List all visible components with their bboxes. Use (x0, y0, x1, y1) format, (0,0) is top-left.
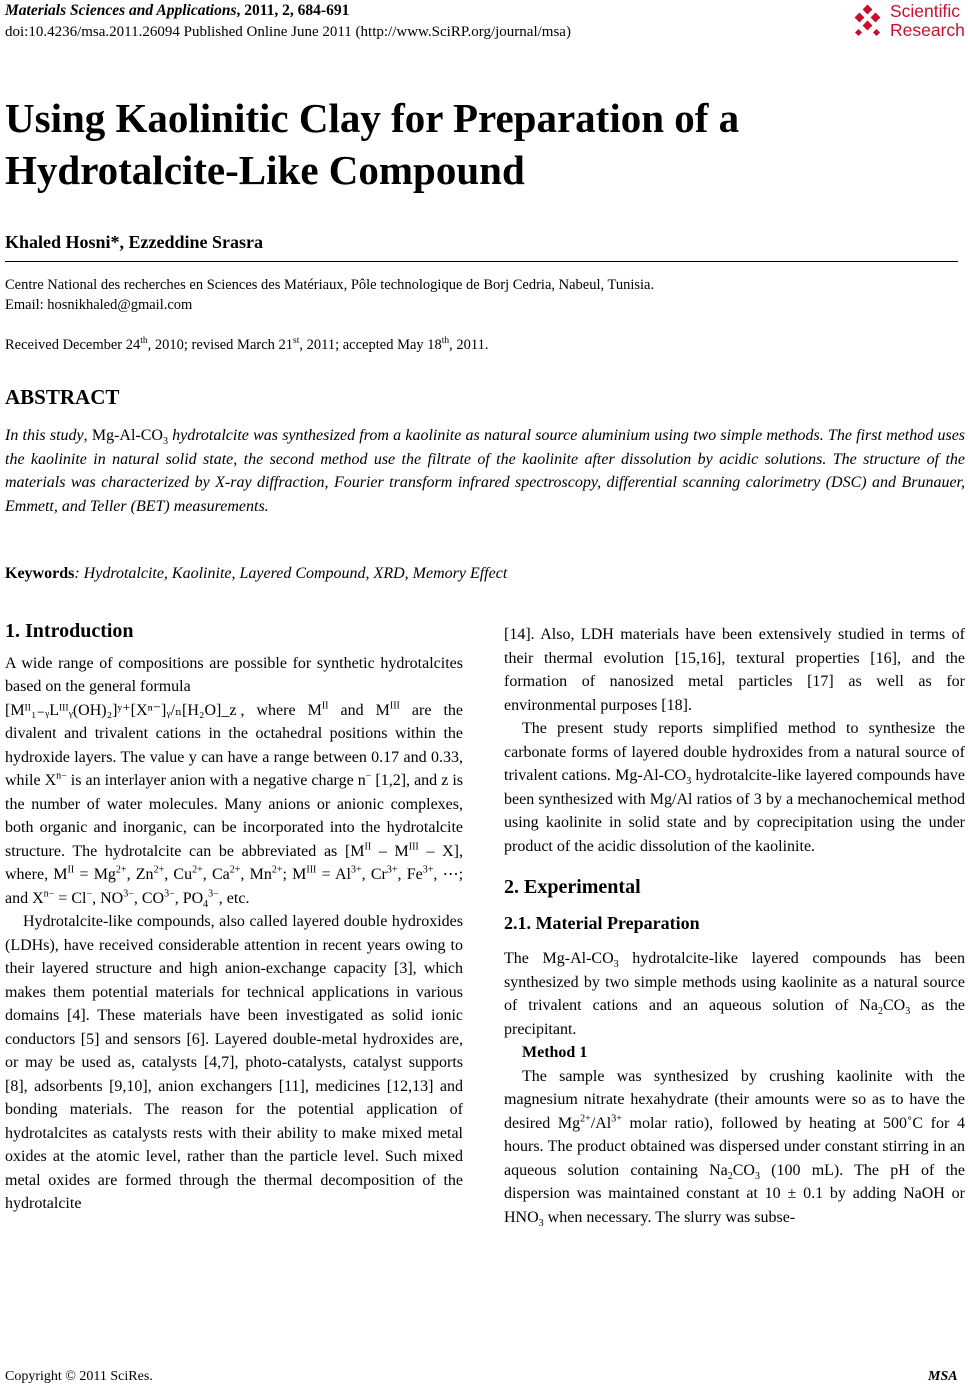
logo-line-2: Research (890, 20, 965, 40)
general-formula: [Mᴵᴵ₁₋ᵧLᴵᴵᴵᵧ(OH)₂]ʸ⁺[Xⁿ⁻]ᵧ/ₙ[H₂O]_z (5, 701, 237, 719)
left-column (5, 620, 463, 1216)
affiliation-block (5, 275, 654, 315)
intro-paragraph-2: Hydrotalcite-like compounds, also called layered double hydroxides (LDHs), have received considerable attention in recent years owing to their layered structure and high anion-exchange capacity [3], which makes them potential materials for technical applications in various domains [4]. These materials have been investigated as solid ionic conductors [5] and sensors [6]. Layered double-metal hydroxides are, or may be used as, catalysts [4,7], photo-catalysts, catalyst supports [8], adsorbents [9,10], anion exchangers [11], medicines [12,13] and bonding materials. The reason for the potential application of hydrotalcites as catalysts rests with their ability to make mixed metal oxides at the atomic level, rather than the particle level. Such mixed metal oxides are formed through the thermal decomposition of the hydrotalcite (5, 913, 463, 1212)
section-heading-experimental: 2. Experimental (504, 876, 641, 898)
email: Email: hosnikhaled@gmail.com (5, 297, 193, 313)
prep-paragraph: The $Mg-Al-CO_3$ hydrotalcite-like layered compounds has been synthesized by two simple methods using kaolinite as a natural source of trivalent cations and an aqueous solution of $Na_2CO_3$ as the precipitant. (504, 950, 966, 1038)
publisher-logo (850, 1, 965, 42)
received-dates: Received December 24th, 2010; revised March 21st, 2011; accepted May 18th, 2011. (5, 336, 489, 353)
keywords-text: : Hydrotalcite, Kaolinite, Layered Compound, XRD, Memory Effect (74, 565, 508, 582)
paper-title (5, 92, 935, 196)
divider (5, 261, 958, 262)
journal-header (5, 2, 349, 20)
method-1-paragraph: The sample was synthesized by crushing kaolinite with the magnesium nitrate hexahydrate (their amounts were so as to have the desired $Mg^{2+}/Al^{3+}$ molar ratio), followed by heating at 500˚C for 4 hours. The product obtained was dispersed under constant stirring in an aqueous solution containing $Na_2CO_3$ (100 mL). The pH of the dispersion was maintained constant at 10 ± 0.1 by adding NaOH or $HNO_3$ when necessary. The slurry was subse- (504, 1067, 966, 1229)
method-1-heading: Method 1 (522, 1044, 588, 1061)
right-paragraph-0: [14]. Also, LDH materials have been extensively studied in terms of their thermal evolution [15,16], textural properties [16], and the formation of nanosized metal particles [17] as well as for environmental purposes [18]. (504, 626, 965, 714)
footer-journal-abbr: MSA (928, 1369, 958, 1384)
abstract-text: In this study, $Mg-Al-CO_3$ hydrotalcite was synthesized from a kaolinite as natural source aluminium using two simple methods. The first method uses the kaolinite in natural solid state, the second method use the filtrate of the kaolinite after dissolution by acidic solutions. The structure of the materials was characterized by X-ray diffraction, Fourier transform infrared spectroscopy, differential scanning calorimetry (DSC) and Brunauer, Emmett, and Teller (BET) measurements. (5, 427, 966, 515)
doi-line: doi:10.4236/msa.2011.26094 Published Online June 2011 (http://www.SciRP.org/journal/msa) (5, 24, 571, 40)
logo-line-1: Scientific (890, 1, 961, 21)
logo-mark-icon (850, 4, 886, 40)
affiliation: Centre National des recherches en Sciences des Matériaux, Pôle technologique de Borj Cedria, Nabeul, Tunisia. (5, 277, 655, 293)
logo-text (890, 2, 965, 40)
section-heading-introduction: 1. Introduction (5, 620, 134, 642)
right-paragraph-1: The present study reports simplified method to synthesize the carbonate forms of layered double hydroxides from a natural source of trivalent cations. $Mg-Al-CO_3$ hydrotalcite-like layered compounds have been synthesized with Mg/Al ratios of 3 by a mechanochemical method using kaolinite in solid state and by coprecipitation using the under product of the acidic dissolution of the kaolinite. (504, 720, 965, 855)
keywords (5, 565, 507, 583)
keywords-label: Keywords (5, 565, 75, 582)
journal-name: Materials Sciences and Applications (5, 2, 237, 19)
title-line-1: Using Kaolinitic Clay for Preparation of a (5, 95, 740, 141)
title-line-2: Hydrotalcite-Like Compound (5, 147, 525, 193)
authors: Khaled Hosni*, Ezzeddine Srasra (5, 232, 264, 252)
right-column (504, 623, 965, 1229)
abstract-heading: ABSTRACT (5, 385, 120, 409)
journal-issue: , 2011, 2, 684-691 (236, 2, 350, 19)
footer-copyright: Copyright © 2011 SciRes. (5, 1369, 153, 1384)
intro-paragraph-1: A wide range of compositions are possible for synthetic hydrotalcites based on the general formula [Mᴵᴵ₁₋ᵧLᴵᴵᴵᵧ(OH)₂]ʸ⁺[Xⁿ⁻]ᵧ/ₙ[H₂O]_z , where $M^{II}$ and $M^{III}$ are the divalent and trivalent cations in the octahedral positions within the hydroxide layers. The value y can have a range between 0.17 and 0.33, while $X^{n-}$ is an interlayer anion with a negative charge n− [1,2], and z is the number of water molecules. Many anions or anionic complexes, both organic and inorganic, can be incorporated into the hydrotalcite structure. The hydrotalcite can be abbreviated as $[M^{II} - M^{III} - X]$, where, $M^{II} = Mg^{2+}$, $Zn^{2+}$, $Cu^{2+}$, $Ca^{2+}$, $Mn^{2+}$; $M^{III} = Al^{3+}$, $Cr^{3+}$, $Fe^{3+}$, ⋯; and $X^{n-} = Cl^-$, $NO^{3-}$, $CO^{3-}$, $PO_4^{3-}$, etc. (5, 654, 464, 910)
subsection-heading-material-preparation: 2.1. Material Preparation (504, 912, 700, 933)
